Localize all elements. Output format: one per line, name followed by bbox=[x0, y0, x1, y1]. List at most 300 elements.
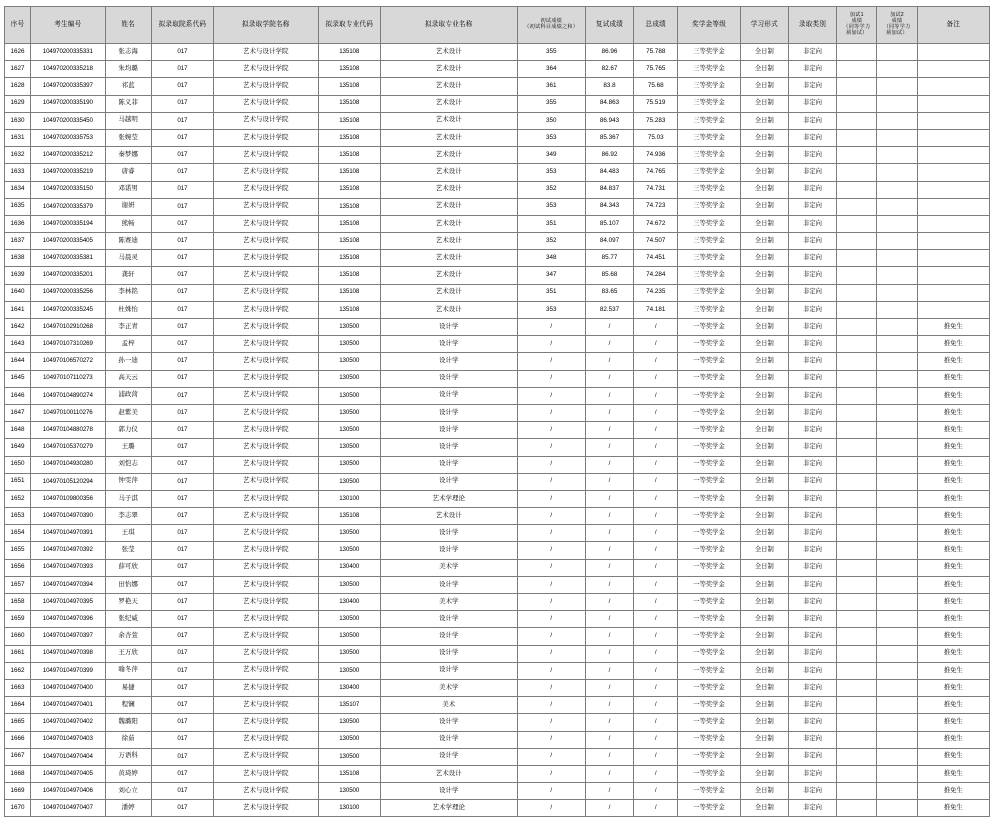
cell-award_level: 一等奖学金 bbox=[678, 404, 740, 421]
cell-study_form: 全日制 bbox=[740, 370, 788, 387]
cell-college_code: 017 bbox=[151, 181, 213, 198]
cell-re_score: 85.77 bbox=[585, 250, 633, 267]
table-header bbox=[5, 7, 990, 44]
cell-re_score: 84.483 bbox=[585, 164, 633, 181]
table-row bbox=[5, 662, 990, 679]
cell-total_score: / bbox=[634, 559, 678, 576]
cell-init_score: 352 bbox=[517, 233, 585, 250]
cell-major_name: 设计学 bbox=[380, 714, 517, 731]
cell-total_score: / bbox=[634, 387, 678, 404]
cell-college_code: 017 bbox=[151, 44, 213, 61]
cell-major_name: 艺术设计 bbox=[380, 250, 517, 267]
cell-add2 bbox=[877, 198, 917, 215]
cell-name: 程镧 bbox=[105, 697, 151, 714]
cell-remark bbox=[917, 198, 989, 215]
cell-fee_type: 非定向 bbox=[788, 198, 836, 215]
cell-total_score: 74.731 bbox=[634, 181, 678, 198]
cell-add2 bbox=[877, 250, 917, 267]
cell-add2 bbox=[877, 645, 917, 662]
cell-name: 张莹 bbox=[105, 542, 151, 559]
cell-total_score: / bbox=[634, 525, 678, 542]
cell-fee_type: 非定向 bbox=[788, 697, 836, 714]
cell-major_code: 135108 bbox=[318, 112, 380, 129]
cell-re_score: 84.863 bbox=[585, 95, 633, 112]
table-row bbox=[5, 456, 990, 473]
table-row bbox=[5, 765, 990, 782]
table-row bbox=[5, 611, 990, 628]
table-row bbox=[5, 164, 990, 181]
cell-exam_id: 104970104970399 bbox=[31, 662, 105, 679]
cell-re_score: 84.343 bbox=[585, 198, 633, 215]
cell-major_code: 135108 bbox=[318, 198, 380, 215]
cell-init_score: 353 bbox=[517, 129, 585, 146]
cell-remark: 推免生 bbox=[917, 490, 989, 507]
cell-remark: 推免生 bbox=[917, 662, 989, 679]
cell-name: 朱均璐 bbox=[105, 61, 151, 78]
cell-remark: 推免生 bbox=[917, 800, 989, 817]
cell-init_score: / bbox=[517, 525, 585, 542]
cell-exam_id: 104970104970394 bbox=[31, 576, 105, 593]
cell-major_code: 130500 bbox=[318, 439, 380, 456]
cell-remark: 推免生 bbox=[917, 319, 989, 336]
table-row bbox=[5, 731, 990, 748]
cell-remark bbox=[917, 147, 989, 164]
cell-seq: 1645 bbox=[5, 370, 31, 387]
cell-init_score: / bbox=[517, 576, 585, 593]
column-header-study_form: 学习形式 bbox=[740, 7, 788, 44]
cell-exam_id: 104970200335201 bbox=[31, 267, 105, 284]
cell-add2 bbox=[877, 404, 917, 421]
cell-remark: 推免生 bbox=[917, 559, 989, 576]
cell-fee_type: 非定向 bbox=[788, 267, 836, 284]
cell-name: 徐茹 bbox=[105, 731, 151, 748]
cell-college_code: 017 bbox=[151, 336, 213, 353]
table-row bbox=[5, 44, 990, 61]
column-header-college_code: 拟录取院系代码 bbox=[151, 7, 213, 44]
cell-re_score: 83.65 bbox=[585, 284, 633, 301]
cell-major_code: 135108 bbox=[318, 147, 380, 164]
cell-remark: 推免生 bbox=[917, 525, 989, 542]
cell-award_level: 三等奖学金 bbox=[678, 78, 740, 95]
cell-award_level: 三等奖学金 bbox=[678, 198, 740, 215]
cell-seq: 1648 bbox=[5, 422, 31, 439]
table-row bbox=[5, 319, 990, 336]
cell-major_name: 艺术设计 bbox=[380, 147, 517, 164]
cell-init_score: 347 bbox=[517, 267, 585, 284]
cell-major_code: 130500 bbox=[318, 611, 380, 628]
cell-college_name: 艺术与设计学院 bbox=[214, 112, 319, 129]
cell-award_level: 一等奖学金 bbox=[678, 611, 740, 628]
cell-major_code: 130500 bbox=[318, 525, 380, 542]
cell-re_score: / bbox=[585, 456, 633, 473]
cell-seq: 1647 bbox=[5, 404, 31, 421]
cell-award_level: 一等奖学金 bbox=[678, 800, 740, 817]
cell-remark: 推免生 bbox=[917, 576, 989, 593]
table-row bbox=[5, 353, 990, 370]
cell-exam_id: 104970104970392 bbox=[31, 542, 105, 559]
cell-exam_id: 104970200335379 bbox=[31, 198, 105, 215]
cell-college_code: 017 bbox=[151, 301, 213, 318]
cell-total_score: / bbox=[634, 473, 678, 490]
cell-name: 孟梓 bbox=[105, 336, 151, 353]
table-row bbox=[5, 679, 990, 696]
cell-major_code: 130500 bbox=[318, 404, 380, 421]
cell-award_level: 一等奖学金 bbox=[678, 490, 740, 507]
cell-college_name: 艺术与设计学院 bbox=[214, 594, 319, 611]
cell-fee_type: 非定向 bbox=[788, 61, 836, 78]
cell-college_name: 艺术与设计学院 bbox=[214, 198, 319, 215]
cell-major_code: 130500 bbox=[318, 370, 380, 387]
cell-award_level: 一等奖学金 bbox=[678, 594, 740, 611]
cell-seq: 1660 bbox=[5, 628, 31, 645]
cell-study_form: 全日制 bbox=[740, 697, 788, 714]
cell-name: 王璐 bbox=[105, 439, 151, 456]
cell-total_score: / bbox=[634, 439, 678, 456]
cell-total_score: / bbox=[634, 490, 678, 507]
table-body bbox=[5, 44, 990, 817]
cell-exam_id: 104970200335219 bbox=[31, 164, 105, 181]
cell-re_score: / bbox=[585, 645, 633, 662]
cell-study_form: 全日制 bbox=[740, 731, 788, 748]
cell-college_name: 艺术与设计学院 bbox=[214, 147, 319, 164]
cell-add1 bbox=[837, 594, 877, 611]
cell-major_name: 设计学 bbox=[380, 336, 517, 353]
cell-add1 bbox=[837, 61, 877, 78]
cell-init_score: / bbox=[517, 731, 585, 748]
cell-add1 bbox=[837, 765, 877, 782]
cell-re_score: / bbox=[585, 783, 633, 800]
cell-study_form: 全日制 bbox=[740, 628, 788, 645]
cell-seq: 1629 bbox=[5, 95, 31, 112]
cell-fee_type: 非定向 bbox=[788, 164, 836, 181]
cell-seq: 1663 bbox=[5, 679, 31, 696]
cell-college_code: 017 bbox=[151, 387, 213, 404]
cell-seq: 1652 bbox=[5, 490, 31, 507]
cell-total_score: 74.451 bbox=[634, 250, 678, 267]
cell-add1 bbox=[837, 336, 877, 353]
cell-init_score: / bbox=[517, 456, 585, 473]
cell-add1 bbox=[837, 319, 877, 336]
cell-name: 唐睿 bbox=[105, 164, 151, 181]
cell-award_level: 一等奖学金 bbox=[678, 679, 740, 696]
cell-fee_type: 非定向 bbox=[788, 525, 836, 542]
cell-total_score: / bbox=[634, 783, 678, 800]
cell-exam_id: 104970104970401 bbox=[31, 697, 105, 714]
cell-study_form: 全日制 bbox=[740, 765, 788, 782]
cell-college_code: 017 bbox=[151, 645, 213, 662]
cell-award_level: 三等奖学金 bbox=[678, 215, 740, 232]
cell-exam_id: 104970104970397 bbox=[31, 628, 105, 645]
cell-init_score: / bbox=[517, 594, 585, 611]
cell-remark bbox=[917, 250, 989, 267]
cell-award_level: 三等奖学金 bbox=[678, 147, 740, 164]
cell-award_level: 一等奖学金 bbox=[678, 542, 740, 559]
cell-remark: 推免生 bbox=[917, 628, 989, 645]
cell-seq: 1635 bbox=[5, 198, 31, 215]
cell-total_score: 74.284 bbox=[634, 267, 678, 284]
cell-study_form: 全日制 bbox=[740, 112, 788, 129]
cell-major_code: 130500 bbox=[318, 576, 380, 593]
cell-major_code: 135108 bbox=[318, 44, 380, 61]
cell-exam_id: 104970200335331 bbox=[31, 44, 105, 61]
cell-major_name: 设计学 bbox=[380, 422, 517, 439]
cell-re_score: / bbox=[585, 800, 633, 817]
column-header-add1: 加试1 成绩 （同等学力 须加试） bbox=[837, 7, 877, 44]
cell-college_code: 017 bbox=[151, 525, 213, 542]
cell-add2 bbox=[877, 387, 917, 404]
cell-fee_type: 非定向 bbox=[788, 387, 836, 404]
cell-major_name: 艺术设计 bbox=[380, 233, 517, 250]
cell-major_name: 设计学 bbox=[380, 611, 517, 628]
cell-add2 bbox=[877, 112, 917, 129]
cell-re_score: / bbox=[585, 525, 633, 542]
cell-remark bbox=[917, 284, 989, 301]
cell-major_code: 130500 bbox=[318, 387, 380, 404]
cell-add2 bbox=[877, 284, 917, 301]
cell-name: 邓诺男 bbox=[105, 181, 151, 198]
cell-add1 bbox=[837, 284, 877, 301]
cell-fee_type: 非定向 bbox=[788, 490, 836, 507]
cell-add1 bbox=[837, 559, 877, 576]
cell-remark: 推免生 bbox=[917, 594, 989, 611]
cell-name: 秦梦娜 bbox=[105, 147, 151, 164]
cell-init_score: / bbox=[517, 422, 585, 439]
cell-add1 bbox=[837, 78, 877, 95]
table-row bbox=[5, 748, 990, 765]
cell-study_form: 全日制 bbox=[740, 473, 788, 490]
cell-major_name: 艺术设计 bbox=[380, 267, 517, 284]
table-row bbox=[5, 336, 990, 353]
cell-exam_id: 104970104930280 bbox=[31, 456, 105, 473]
cell-total_score: 74.507 bbox=[634, 233, 678, 250]
cell-name: 熊畅 bbox=[105, 215, 151, 232]
cell-study_form: 全日制 bbox=[740, 714, 788, 731]
cell-seq: 1653 bbox=[5, 508, 31, 525]
cell-re_score: 85.68 bbox=[585, 267, 633, 284]
cell-award_level: 一等奖学金 bbox=[678, 473, 740, 490]
cell-award_level: 三等奖学金 bbox=[678, 181, 740, 198]
table-row bbox=[5, 800, 990, 817]
cell-total_score: / bbox=[634, 456, 678, 473]
cell-name: 喻冬萍 bbox=[105, 662, 151, 679]
cell-exam_id: 104970104970391 bbox=[31, 525, 105, 542]
cell-college_name: 艺术与设计学院 bbox=[214, 662, 319, 679]
column-header-re_score: 复试成绩 bbox=[585, 7, 633, 44]
cell-study_form: 全日制 bbox=[740, 233, 788, 250]
cell-fee_type: 非定向 bbox=[788, 370, 836, 387]
cell-add1 bbox=[837, 576, 877, 593]
cell-seq: 1662 bbox=[5, 662, 31, 679]
cell-award_level: 一等奖学金 bbox=[678, 576, 740, 593]
cell-award_level: 一等奖学金 bbox=[678, 559, 740, 576]
cell-exam_id: 104970104970393 bbox=[31, 559, 105, 576]
cell-add2 bbox=[877, 611, 917, 628]
cell-seq: 1665 bbox=[5, 714, 31, 731]
column-header-seq: 序号 bbox=[5, 7, 31, 44]
cell-re_score: 85.107 bbox=[585, 215, 633, 232]
cell-college_name: 艺术与设计学院 bbox=[214, 731, 319, 748]
cell-name: 郭力仪 bbox=[105, 422, 151, 439]
cell-total_score: / bbox=[634, 370, 678, 387]
cell-add1 bbox=[837, 353, 877, 370]
cell-major_code: 130500 bbox=[318, 542, 380, 559]
cell-major_name: 艺术设计 bbox=[380, 44, 517, 61]
cell-add2 bbox=[877, 714, 917, 731]
cell-major_code: 135108 bbox=[318, 129, 380, 146]
cell-major_code: 130100 bbox=[318, 800, 380, 817]
cell-college_code: 017 bbox=[151, 198, 213, 215]
cell-exam_id: 104970200335381 bbox=[31, 250, 105, 267]
cell-seq: 1630 bbox=[5, 112, 31, 129]
cell-init_score: / bbox=[517, 783, 585, 800]
cell-college_code: 017 bbox=[151, 490, 213, 507]
cell-major_code: 130500 bbox=[318, 731, 380, 748]
table-row bbox=[5, 645, 990, 662]
cell-award_level: 三等奖学金 bbox=[678, 44, 740, 61]
cell-study_form: 全日制 bbox=[740, 95, 788, 112]
cell-college_name: 艺术与设计学院 bbox=[214, 628, 319, 645]
table-row bbox=[5, 147, 990, 164]
cell-major_code: 135108 bbox=[318, 95, 380, 112]
cell-name: 魏璐阳 bbox=[105, 714, 151, 731]
cell-re_score: / bbox=[585, 748, 633, 765]
cell-major_name: 艺术设计 bbox=[380, 301, 517, 318]
cell-fee_type: 非定向 bbox=[788, 353, 836, 370]
cell-fee_type: 非定向 bbox=[788, 233, 836, 250]
cell-add1 bbox=[837, 422, 877, 439]
table-row bbox=[5, 129, 990, 146]
cell-fee_type: 非定向 bbox=[788, 422, 836, 439]
cell-college_code: 017 bbox=[151, 233, 213, 250]
table-row bbox=[5, 594, 990, 611]
cell-major_name: 艺术设计 bbox=[380, 765, 517, 782]
cell-college_name: 艺术与设计学院 bbox=[214, 542, 319, 559]
cell-add1 bbox=[837, 611, 877, 628]
cell-major_name: 设计学 bbox=[380, 525, 517, 542]
cell-college_name: 艺术与设计学院 bbox=[214, 250, 319, 267]
cell-name: 黄琦婷 bbox=[105, 765, 151, 782]
cell-exam_id: 104970105120294 bbox=[31, 473, 105, 490]
cell-add2 bbox=[877, 525, 917, 542]
table-row bbox=[5, 198, 990, 215]
cell-exam_id: 104970104970398 bbox=[31, 645, 105, 662]
cell-name: 余杏萱 bbox=[105, 628, 151, 645]
cell-total_score: / bbox=[634, 662, 678, 679]
cell-add1 bbox=[837, 95, 877, 112]
cell-name: 钟雯萍 bbox=[105, 473, 151, 490]
cell-init_score: / bbox=[517, 748, 585, 765]
cell-add1 bbox=[837, 473, 877, 490]
cell-exam_id: 104970104970405 bbox=[31, 765, 105, 782]
table-row bbox=[5, 628, 990, 645]
cell-award_level: 三等奖学金 bbox=[678, 284, 740, 301]
cell-exam_id: 104970200335256 bbox=[31, 284, 105, 301]
cell-study_form: 全日制 bbox=[740, 800, 788, 817]
cell-award_level: 一等奖学金 bbox=[678, 422, 740, 439]
cell-add1 bbox=[837, 181, 877, 198]
cell-study_form: 全日制 bbox=[740, 490, 788, 507]
cell-major_name: 艺术设计 bbox=[380, 95, 517, 112]
cell-fee_type: 非定向 bbox=[788, 628, 836, 645]
cell-re_score: / bbox=[585, 576, 633, 593]
cell-seq: 1651 bbox=[5, 473, 31, 490]
cell-college_code: 017 bbox=[151, 628, 213, 645]
cell-seq: 1641 bbox=[5, 301, 31, 318]
cell-init_score: 364 bbox=[517, 61, 585, 78]
cell-study_form: 全日制 bbox=[740, 594, 788, 611]
cell-total_score: 75.765 bbox=[634, 61, 678, 78]
cell-init_score: / bbox=[517, 319, 585, 336]
cell-remark: 推免生 bbox=[917, 404, 989, 421]
cell-college_name: 艺术与设计学院 bbox=[214, 611, 319, 628]
cell-name: 浦政菏 bbox=[105, 387, 151, 404]
cell-exam_id: 104970104970396 bbox=[31, 611, 105, 628]
cell-name: 薛可欣 bbox=[105, 559, 151, 576]
cell-remark: 推免生 bbox=[917, 336, 989, 353]
cell-major_name: 艺术设计 bbox=[380, 61, 517, 78]
cell-total_score: 75.788 bbox=[634, 44, 678, 61]
cell-exam_id: 104970200335190 bbox=[31, 95, 105, 112]
cell-college_code: 017 bbox=[151, 353, 213, 370]
cell-major_name: 设计学 bbox=[380, 783, 517, 800]
cell-college_code: 017 bbox=[151, 112, 213, 129]
cell-remark bbox=[917, 181, 989, 198]
cell-add2 bbox=[877, 215, 917, 232]
cell-seq: 1643 bbox=[5, 336, 31, 353]
cell-college_code: 017 bbox=[151, 456, 213, 473]
cell-major_name: 艺术设计 bbox=[380, 112, 517, 129]
cell-exam_id: 104970107310269 bbox=[31, 336, 105, 353]
cell-name: 赵紫美 bbox=[105, 404, 151, 421]
cell-fee_type: 非定向 bbox=[788, 44, 836, 61]
cell-add2 bbox=[877, 697, 917, 714]
cell-add1 bbox=[837, 714, 877, 731]
cell-college_name: 艺术与设计学院 bbox=[214, 61, 319, 78]
cell-college_name: 艺术与设计学院 bbox=[214, 525, 319, 542]
cell-re_score: / bbox=[585, 473, 633, 490]
cell-re_score: / bbox=[585, 439, 633, 456]
cell-init_score: / bbox=[517, 387, 585, 404]
cell-college_name: 艺术与设计学院 bbox=[214, 353, 319, 370]
cell-award_level: 一等奖学金 bbox=[678, 439, 740, 456]
cell-major_name: 设计学 bbox=[380, 439, 517, 456]
cell-init_score: / bbox=[517, 697, 585, 714]
cell-major_name: 美术学 bbox=[380, 559, 517, 576]
cell-init_score: 351 bbox=[517, 215, 585, 232]
cell-add1 bbox=[837, 44, 877, 61]
cell-re_score: 84.837 bbox=[585, 181, 633, 198]
cell-total_score: / bbox=[634, 628, 678, 645]
table-row bbox=[5, 267, 990, 284]
cell-init_score: / bbox=[517, 611, 585, 628]
cell-add2 bbox=[877, 319, 917, 336]
cell-seq: 1628 bbox=[5, 78, 31, 95]
cell-college_name: 艺术与设计学院 bbox=[214, 129, 319, 146]
cell-init_score: / bbox=[517, 645, 585, 662]
cell-major_name: 艺术学理论 bbox=[380, 800, 517, 817]
cell-award_level: 一等奖学金 bbox=[678, 662, 740, 679]
cell-exam_id: 104970200335212 bbox=[31, 147, 105, 164]
cell-add2 bbox=[877, 147, 917, 164]
cell-college_name: 艺术与设计学院 bbox=[214, 387, 319, 404]
cell-exam_id: 104970104970403 bbox=[31, 731, 105, 748]
cell-major_name: 艺术设计 bbox=[380, 284, 517, 301]
cell-major_name: 美术学 bbox=[380, 594, 517, 611]
cell-add2 bbox=[877, 44, 917, 61]
cell-study_form: 全日制 bbox=[740, 576, 788, 593]
cell-remark bbox=[917, 267, 989, 284]
cell-major_code: 135108 bbox=[318, 267, 380, 284]
